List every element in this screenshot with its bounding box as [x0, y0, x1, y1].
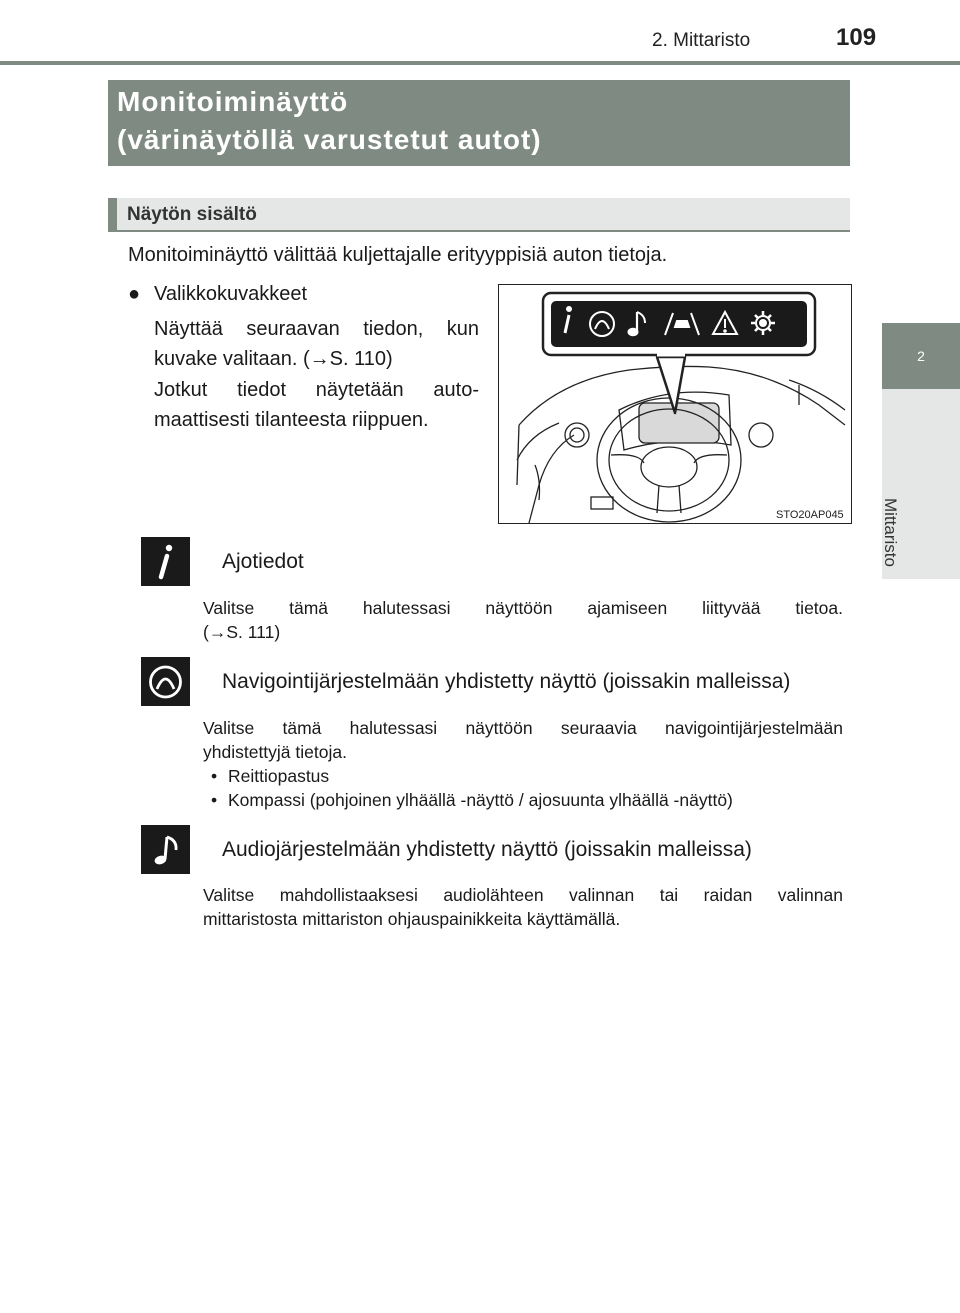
intro-paragraph: Monitoiminäyttö välittää kuljettajalle erityyppisiä auton tietoja. — [128, 244, 668, 266]
chapter-tab-label-text: Mittaristo — [881, 498, 900, 567]
page-number: 109 — [836, 24, 877, 51]
bullet-line-1: Näyttää seuraavan tiedon, kun — [154, 318, 479, 340]
chapter-tab-label — [881, 420, 928, 567]
music-note-icon — [141, 825, 190, 874]
item-2-sub-bullet-1: Reittiopastus — [228, 766, 330, 786]
header-rule — [0, 61, 960, 65]
item-3-title: Audiojärjestelmään yhdistetty näyttö (joissakin malleissa) — [222, 838, 752, 861]
bullet-line-4: maattisesti tilanteesta riippuen. — [154, 409, 429, 431]
item-2-title: Navigointijärjestelmään yhdistetty näyttö (joissakin malleissa) — [222, 670, 791, 693]
dashboard-illustration — [498, 284, 852, 524]
navigation-icon — [141, 657, 190, 706]
item-3-desc-line-1: Valitse mahdollistaaksesi audiolähteen valinnan tai raidan valinnan — [203, 885, 843, 905]
subsection-accent — [108, 198, 117, 232]
bullet-marker: ● — [128, 283, 141, 305]
figure-code: STO20AP045 — [776, 509, 844, 521]
dashboard-drawing — [499, 285, 851, 523]
chapter-tab-number: 2 — [882, 323, 960, 389]
sub-bullet-dot: • — [211, 766, 218, 786]
item-1-title: Ajotiedot — [222, 550, 304, 573]
item-2-desc-line-1: Valitse tämä halutessasi näyttöön seuraavia navigointijärjestelmään — [203, 718, 843, 738]
bullet-line-2: kuvake valitaan. (→S. 110) — [154, 348, 393, 370]
bullet-heading: Valikkokuvakkeet — [154, 283, 308, 305]
item-2-sub-bullet-2: Kompassi (pohjoinen ylhäällä -näyttö / ajosuunta ylhäällä -näyttö) — [228, 790, 733, 810]
info-icon — [141, 537, 190, 586]
bullet-line-3: Jotkut tiedot näytetään auto- — [154, 379, 479, 401]
subsection-title: Näytön sisältö — [127, 204, 257, 225]
item-1-desc-line-1: Valitse tämä halutessasi näyttöön ajamiseen liittyvää tietoa. — [203, 598, 843, 618]
item-3-desc-line-2: mittaristosta mittariston ohjauspainikkeita käyttämällä. — [203, 909, 621, 929]
sub-bullet-dot: • — [211, 790, 218, 810]
running-header-section: 2. Mittaristo — [652, 30, 751, 51]
item-1-desc-line-2: (→S. 111) — [203, 622, 281, 642]
section-title-line1: Monitoiminäyttö — [117, 86, 349, 117]
section-title-line2: (värinäytöllä varustetut autot) — [117, 124, 542, 155]
item-2-desc-line-2: yhdistettyjä tietoja. — [203, 742, 347, 762]
